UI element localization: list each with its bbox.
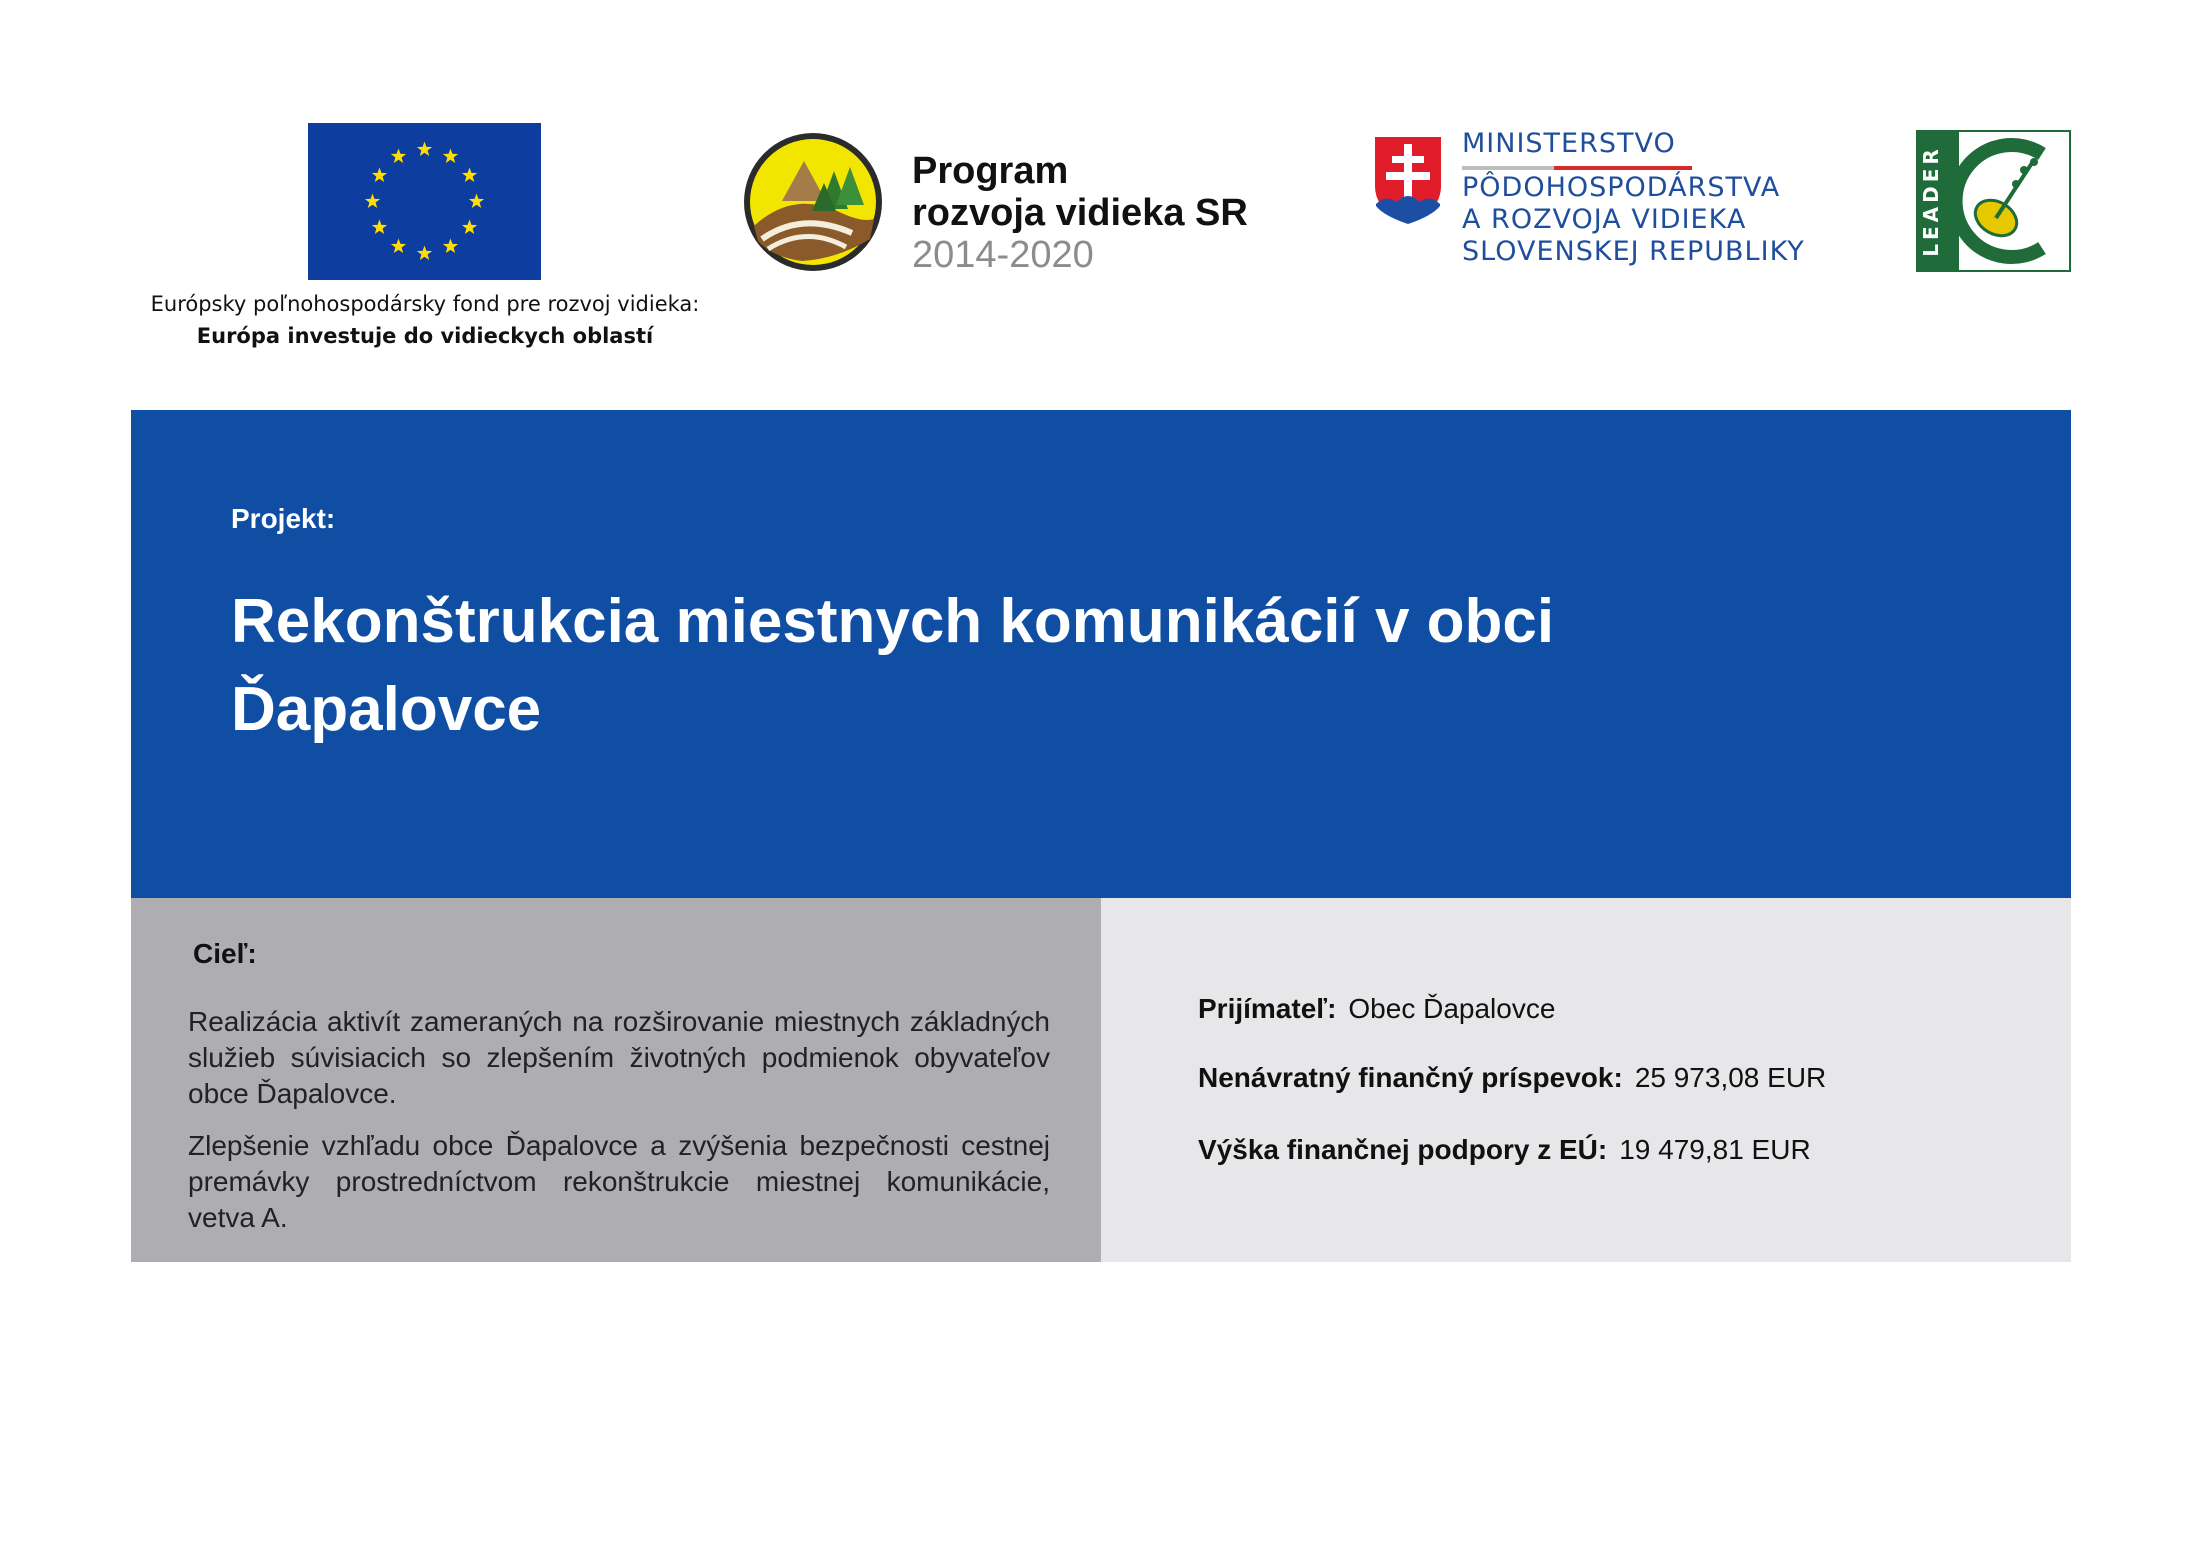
eu-support-row [1198, 1134, 1811, 1166]
ministry-logo-text [1462, 128, 1805, 268]
eu-caption-line1: Európsky poľnohospodársky fond pre rozvoj vidieka: [150, 292, 700, 316]
recipient-row [1198, 993, 1555, 1025]
ministry-line4: SLOVENSKEJ REPUBLIKY [1462, 236, 1805, 267]
contribution-label: Nenávratný finančný príspevok: [1198, 1062, 1623, 1093]
project-title [231, 578, 1831, 754]
eu-star-icon [372, 168, 387, 182]
leader-emblem-icon [1916, 130, 2071, 272]
goal-paragraph-2: Zlepšenie vzhľadu obce Ďapalovce a zvýšenia bezpečnosti cestnej premávky prostredníctvom rekonštrukcie miestnej komunikácie, vetva A. [188, 1130, 1050, 1233]
eu-star-icon [365, 194, 380, 208]
goal-paragraph-1: Realizácia aktivít zameraných na rozširovanie miestnych základných služieb súvisiacich so zlepšením životných podmienok obyvateľov obce Ďapalovce. [188, 1006, 1050, 1109]
ministry-divider [1462, 166, 1692, 170]
eu-caption [110, 288, 740, 352]
recipient-label: Prijímateľ: [1198, 993, 1337, 1024]
ministry-line1: MINISTERSTVO [1462, 128, 1676, 159]
project-title-line2: Ďapalovce [231, 675, 542, 744]
eu-flag-logo [308, 123, 541, 280]
program-subtitle: rozvoja vidieka SR [912, 192, 1248, 234]
project-label: Projekt: [231, 503, 336, 534]
ministry-line3: A ROZVOJA VIDIEKA [1462, 204, 1747, 235]
project-title-line1: Rekonštrukcia miestnych komunikácií v obci [231, 587, 1555, 656]
eu-star-icon [469, 194, 484, 208]
contribution-value: 25 973,08 EUR [1634, 1062, 1827, 1093]
contribution-row [1198, 1062, 1826, 1094]
eu-star-icon [391, 239, 406, 253]
eu-star-icon [443, 148, 458, 162]
eu-star-icon [417, 142, 432, 156]
rural-program-text [912, 150, 1248, 276]
eu-support-value: 19 479,81 EUR [1619, 1134, 1811, 1165]
eu-caption-line2: Európa investuje do vidieckych oblastí [196, 324, 654, 348]
rural-program-logo [742, 131, 884, 273]
goal-label: Cieľ: [193, 938, 257, 969]
program-years: 2014-2020 [912, 234, 1094, 276]
program-title: Program [912, 150, 1069, 192]
ministry-line2: PÔDOHOSPODÁRSTVA [1462, 172, 1781, 203]
eu-star-icon [462, 168, 477, 182]
eu-support-label: Výška finančnej podpory z EÚ: [1198, 1134, 1608, 1165]
leader-text: LEADER [1919, 145, 1943, 257]
eu-stars-icon [308, 123, 541, 280]
eu-star-icon [391, 148, 406, 162]
slovak-coat-of-arms-logo [1372, 134, 1444, 226]
recipient-value: Obec Ďapalovce [1348, 993, 1556, 1024]
leader-logo [1916, 130, 2071, 272]
eu-star-icon [417, 246, 432, 260]
eu-star-icon [443, 239, 458, 253]
eu-star-icon [372, 220, 387, 234]
landscape-icon [742, 131, 884, 273]
eu-star-icon [462, 220, 477, 234]
double-cross-shield-icon [1372, 134, 1444, 226]
